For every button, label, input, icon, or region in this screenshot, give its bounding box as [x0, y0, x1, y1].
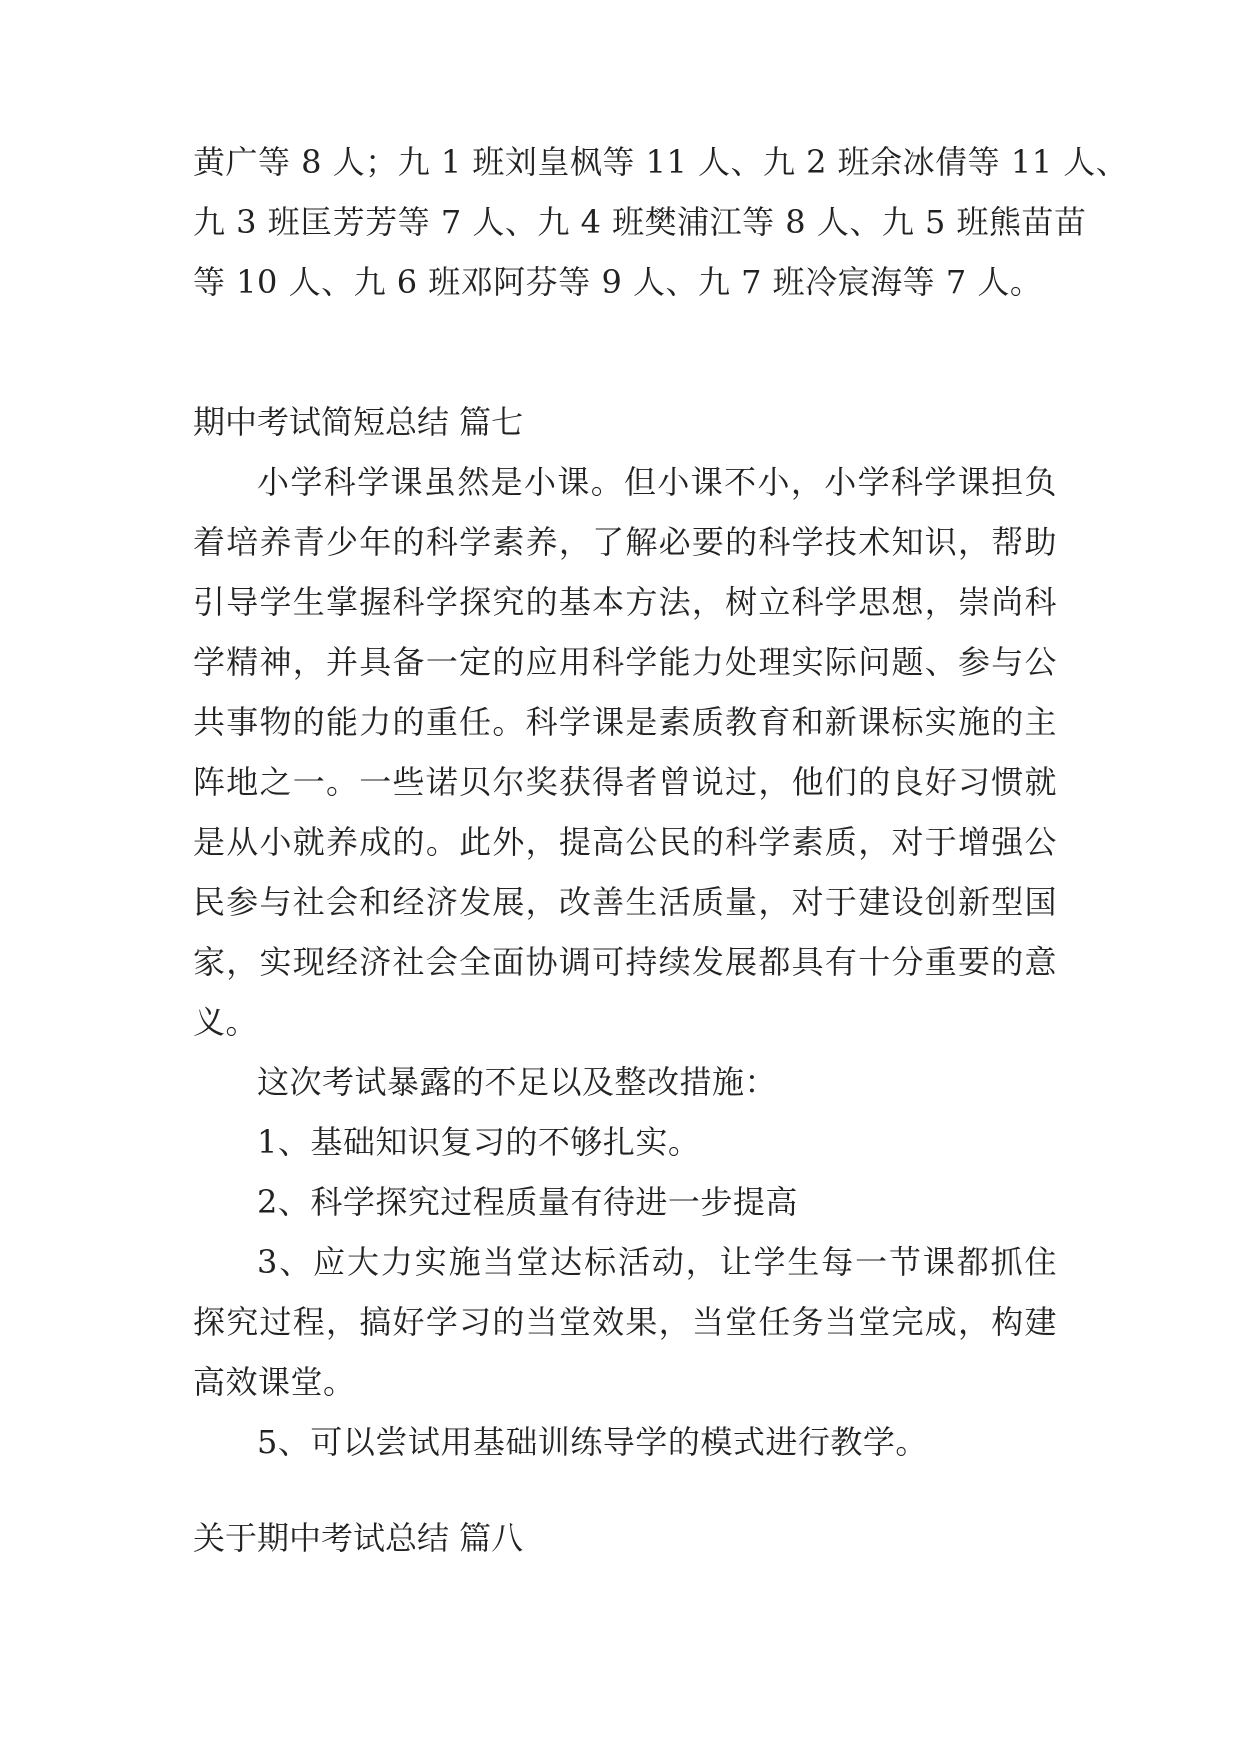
body-paragraph: 小学科学课虽然是小课。但小课不小，小学科学课担负着培养青少年的科学素养，了解必要的科学技术知识，帮助引导学生掌握科学探究的基本方法，树立科学思想，崇尚科学精神，并具备一定的应用科学能力处理实际问题、参与公共事物的能力的重任。科学课是素质教育和新课标实施的主阵地之一。一些诺贝尔奖获得者曾说过，他们的良好习惯就是从小就养成的。此外，提高公民的科学素质，对于增强公民参与社会和经济发展，改善生活质量，对于建设创新型国家，实现经济社会全面协调可持续发展都具有十分重要的意义。 — [193, 463, 1057, 1041]
top-paragraph — [193, 132, 1129, 312]
section-heading-8: 关于期中考试总结 篇八 — [193, 1519, 524, 1557]
section-7-body — [193, 452, 1057, 1472]
text-line: 九 3 班匡芳芳等 7 人、九 4 班樊浦江等 8 人、九 5 班熊苗苗 — [193, 203, 1087, 241]
list-item: 3、应大力实施当堂达标活动，让学生每一节课都抓住探究过程，搞好学习的当堂效果，当堂任务当堂完成，构建高效课堂。 — [193, 1243, 1057, 1401]
text-line: 黄广等 8 人；九 1 班刘皇枫等 11 人、九 2 班余冰倩等 11 人、 — [193, 143, 1129, 181]
body-paragraph: 这次考试暴露的不足以及整改措施： — [257, 1063, 778, 1101]
text-line: 等 10 人、九 6 班邓阿芬等 9 人、九 7 班冷宸海等 7 人。 — [193, 263, 1043, 301]
section-heading-7: 期中考试简短总结 篇七 — [193, 403, 524, 441]
list-item: 5、可以尝试用基础训练导学的模式进行教学。 — [257, 1423, 928, 1461]
list-item: 1、基础知识复习的不够扎实。 — [257, 1123, 701, 1161]
list-item: 2、科学探究过程质量有待进一步提高 — [257, 1183, 798, 1221]
